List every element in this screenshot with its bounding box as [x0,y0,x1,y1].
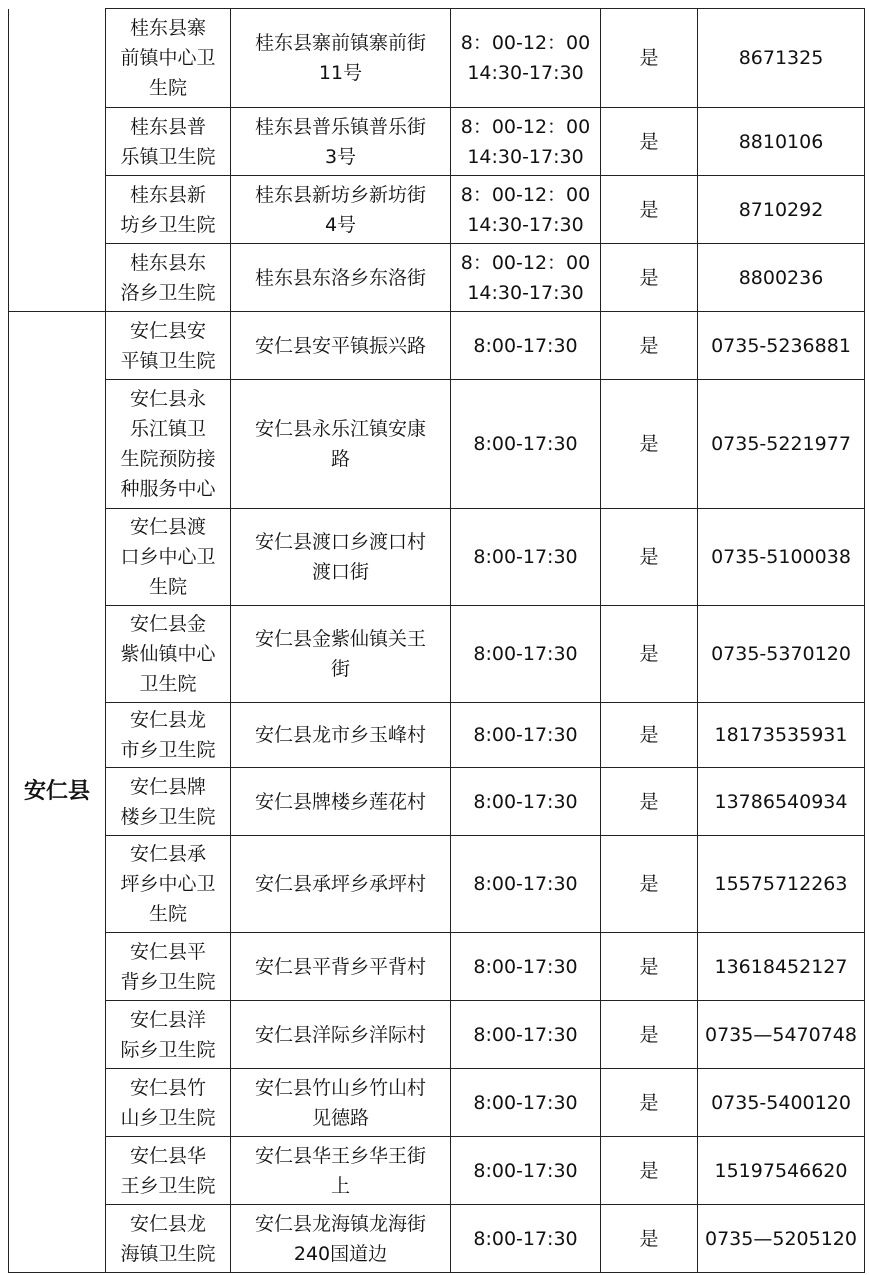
hours-cell [451,509,601,606]
phone-cell [698,9,865,108]
hours-text: 8:00-17:30 [473,955,578,978]
phone-cell [698,768,865,836]
phone-cell [698,312,865,380]
phone-cell [698,703,865,768]
text-line: 上 [330,1174,350,1197]
text-line: 安仁县牌 [129,775,206,798]
address-cell [231,933,451,1001]
county-name-cell [9,312,106,1273]
clinic-name-cell [106,9,231,108]
cell-text [108,112,228,172]
table-row [9,176,865,244]
phone-cell [698,933,865,1001]
cell-text [108,180,228,240]
text-line: 乐江镇卫 [129,418,206,440]
available-cell [601,606,698,703]
text-line: 安仁县竹山乡竹山村 [254,1076,426,1099]
hours-line: 14:30-17:30 [467,62,584,84]
available-text: 是 [639,266,659,289]
text-line: 4号 [324,213,357,236]
county-cell-continued [9,9,106,312]
clinic-name-cell [106,108,231,176]
hours-cell [451,933,601,1001]
hours-cell [451,176,601,244]
phone-cell [698,1205,865,1273]
cell-text: 安仁县牌楼乡莲花村 [254,790,426,813]
cell-text [234,28,447,88]
text-line: 桂东县寨 [129,17,206,39]
text-line: 安仁县安 [129,319,206,342]
address-cell [231,768,451,836]
cell-text [108,1141,228,1201]
phone-text: 15197546620 [714,1159,848,1182]
available-cell [601,1137,698,1205]
available-text: 是 [639,1091,659,1114]
address-cell [231,836,451,933]
text-line: 生院 [148,903,187,925]
cell-text [108,1073,228,1133]
phone-cell [698,509,865,606]
text-line: 3号 [324,145,357,168]
available-text: 是 [639,724,659,746]
hours-text: 8:00-17:30 [473,790,578,813]
available-text: 是 [639,873,659,895]
phone-text: 0735—5205120 [705,1227,857,1250]
hours-cell [451,836,601,933]
text-line: 11号 [318,62,363,84]
cell-text [234,414,447,474]
cell-text [234,527,447,587]
phone-text: 0735-5100038 [711,546,851,568]
available-cell [601,509,698,606]
clinic-name-cell [106,176,231,244]
table-row [9,836,865,933]
cell-text [108,609,228,699]
address-cell [231,509,451,606]
cell-text [108,705,228,765]
phone-text: 8671325 [738,47,824,69]
hours-line: 14:30-17:30 [467,281,584,304]
available-text: 是 [639,334,659,357]
cell-text [108,13,228,103]
clinic-name-cell [106,1205,231,1273]
hours-text: 8:00-17:30 [473,873,578,895]
table-row [9,509,865,606]
clinic-name-cell [106,933,231,1001]
available-text: 是 [639,955,659,978]
hours-line: 14:30-17:30 [467,213,584,236]
hours-text: 8:00-17:30 [473,1159,578,1182]
available-text: 是 [639,1023,659,1046]
clinic-name-cell [106,1069,231,1137]
text-line: 楼乡卫生院 [120,805,216,828]
text-line: 安仁县承 [129,843,206,865]
phone-text: 0735-5221977 [711,433,851,455]
table-row [9,1205,865,1273]
cell-text [234,1209,447,1269]
cell-text [108,316,228,376]
address-cell [231,703,451,768]
address-cell [231,176,451,244]
table-row [9,768,865,836]
available-cell [601,108,698,176]
table-row [9,1001,865,1069]
table-row [9,606,865,703]
cell-text [234,1073,447,1133]
available-text: 是 [639,790,659,813]
clinic-name-cell [106,380,231,509]
available-cell [601,703,698,768]
text-line: 市乡卫生院 [120,739,216,761]
text-line: 安仁县龙 [129,709,206,731]
available-cell [601,1205,698,1273]
clinic-name-cell [106,768,231,836]
clinic-name-cell [106,509,231,606]
cell-text [234,112,447,172]
address-cell [231,380,451,509]
text-line: 际乡卫生院 [120,1038,216,1061]
address-cell [231,9,451,108]
text-line: 渡口街 [311,561,369,583]
cell-text [234,624,447,684]
text-line: 安仁县华王乡华王街 [254,1144,426,1167]
phone-text: 0735—5470748 [705,1023,857,1046]
hours-text: 8:00-17:30 [473,724,578,746]
clinic-name-cell [106,244,231,312]
cell-text [108,384,228,504]
table-row [9,244,865,312]
hours-text: 8:00-17:30 [473,1227,578,1250]
hours-text: 8:00-17:30 [473,1023,578,1046]
available-text: 是 [639,198,659,221]
text-line: 安仁县龙 [129,1212,206,1235]
hours-line: 8：00-12：00 [460,251,591,274]
clinic-name-cell [106,312,231,380]
text-line: 生院 [148,77,187,99]
table-row [9,108,865,176]
hours-text: 8:00-17:30 [473,1091,578,1114]
address-cell [231,1001,451,1069]
hours-text: 8:00-17:30 [473,546,578,568]
address-cell [231,1205,451,1273]
cell-text [108,1005,228,1065]
hours-text: 8:00-17:30 [473,334,578,357]
available-cell [601,1001,698,1069]
cell-text: 安仁县安平镇振兴路 [254,334,426,357]
text-line: 平镇卫生院 [120,349,216,372]
phone-text: 13618452127 [714,955,848,978]
text-line: 乐镇卫生院 [120,145,216,168]
hours-cell [451,703,601,768]
cell-text [108,839,228,929]
cell-text [108,772,228,832]
hours-text: 8:00-17:30 [473,433,578,455]
hours-cell [451,244,601,312]
hours-cell [451,312,601,380]
text-line: 安仁县金紫仙镇关王 [254,628,426,650]
hours-cell [451,1137,601,1205]
clinic-name-cell [106,703,231,768]
hours-cell [451,768,601,836]
clinic-name-cell [106,836,231,933]
available-text: 是 [639,643,659,665]
text-line: 前镇中心卫 [120,47,216,69]
phone-text: 0735-5400120 [711,1091,851,1114]
text-line: 生院预防接 [120,448,216,470]
address-cell [231,312,451,380]
cell-text [234,180,447,240]
available-text: 是 [639,546,659,568]
hours-cell [451,606,601,703]
table-row [9,312,865,380]
available-cell [601,768,698,836]
text-line: 安仁县龙海镇龙海街 [254,1212,426,1235]
text-line: 安仁县洋 [129,1008,206,1031]
address-cell [231,1069,451,1137]
hours-line: 8：00-12：00 [460,183,591,206]
cell-text: 安仁县洋际乡洋际村 [254,1023,426,1046]
hours-cell [451,108,601,176]
available-cell [601,1069,698,1137]
text-line: 生院 [148,576,187,598]
address-cell [231,1137,451,1205]
text-line: 山乡卫生院 [120,1106,216,1129]
text-line: 安仁县平 [129,940,206,963]
phone-text: 0735-5370120 [711,643,851,665]
cell-text [108,937,228,997]
clinic-name-cell [106,1137,231,1205]
hours-line: 8：00-12：00 [460,32,591,54]
address-cell [231,606,451,703]
text-line: 桂东县新 [129,183,206,206]
text-line: 紫仙镇中心 [120,643,216,665]
text-line: 口乡中心卫 [120,546,216,568]
hours-text: 8:00-17:30 [473,643,578,665]
text-line: 桂东县普 [129,115,206,138]
available-cell [601,9,698,108]
phone-text: 8800236 [738,266,824,289]
cell-text [108,512,228,602]
text-line: 坊乡卫生院 [120,213,216,236]
hours-cell [451,9,601,108]
table-row [9,380,865,509]
text-line: 卫生院 [139,673,197,695]
text-line: 海镇卫生院 [120,1242,216,1265]
available-cell [601,312,698,380]
text-line: 安仁县金 [129,613,206,635]
available-cell [601,933,698,1001]
available-text: 是 [639,47,659,69]
cell-text: 安仁县承坪乡承坪村 [254,873,426,895]
cell-text [108,248,228,308]
text-line: 安仁县华 [129,1144,206,1167]
text-line: 洛乡卫生院 [120,281,216,304]
phone-text: 8810106 [738,130,824,153]
hours-cell [451,1001,601,1069]
phone-cell [698,1069,865,1137]
available-text: 是 [639,1227,659,1250]
phone-text: 8710292 [738,198,824,221]
address-cell [231,244,451,312]
cell-text: 安仁县平背乡平背村 [254,955,426,978]
hours-cell [451,380,601,509]
hours-line: 14:30-17:30 [467,145,584,168]
address-cell [231,108,451,176]
phone-cell [698,1001,865,1069]
phone-cell [698,836,865,933]
clinic-table-body [9,9,865,1273]
phone-cell [698,176,865,244]
hours-cell [451,1205,601,1273]
cell-text: 安仁县龙市乡玉峰村 [254,724,426,746]
table-row [9,1137,865,1205]
text-line: 见德路 [311,1106,369,1129]
phone-text: 15575712263 [714,873,848,895]
available-cell [601,836,698,933]
cell-text [234,1141,447,1201]
text-line: 种服务中心 [120,478,216,500]
table-row [9,703,865,768]
clinic-name-cell [106,1001,231,1069]
text-line: 背乡卫生院 [120,970,216,993]
clinic-name-cell [106,606,231,703]
hours-cell [451,1069,601,1137]
text-line: 街 [330,658,350,680]
text-line: 桂东县东 [129,251,206,274]
county-name: 安仁县 [23,779,90,804]
text-line: 安仁县渡口乡渡口村 [254,531,426,553]
cell-text [108,1209,228,1269]
text-line: 坪乡中心卫 [120,873,216,895]
text-line: 安仁县渡 [129,516,206,538]
clinic-table [8,8,865,1273]
text-line: 王乡卫生院 [120,1174,216,1197]
phone-text: 18173535931 [714,724,848,746]
phone-cell [698,244,865,312]
text-line: 240国道边 [293,1242,388,1265]
table-row [9,9,865,108]
text-line: 安仁县永乐江镇安康 [254,418,426,440]
phone-text: 0735-5236881 [711,334,851,357]
phone-cell [698,606,865,703]
phone-cell [698,380,865,509]
phone-cell [698,1137,865,1205]
hours-line: 8：00-12：00 [460,115,591,138]
available-text: 是 [639,130,659,153]
available-text: 是 [639,433,659,455]
text-line: 桂东县普乐镇普乐街 [254,115,426,138]
text-line: 桂东县寨前镇寨前街 [254,32,426,54]
phone-text: 13786540934 [714,790,848,813]
text-line: 路 [330,448,350,470]
available-cell [601,244,698,312]
text-line: 桂东县新坊乡新坊街 [254,183,426,206]
text-line: 安仁县永 [129,388,206,410]
phone-cell [698,108,865,176]
available-cell [601,380,698,509]
available-cell [601,176,698,244]
text-line: 安仁县竹 [129,1076,206,1099]
cell-text: 桂东县东洛乡东洛街 [254,266,426,289]
table-row [9,1069,865,1137]
table-row [9,933,865,1001]
available-text: 是 [639,1159,659,1182]
